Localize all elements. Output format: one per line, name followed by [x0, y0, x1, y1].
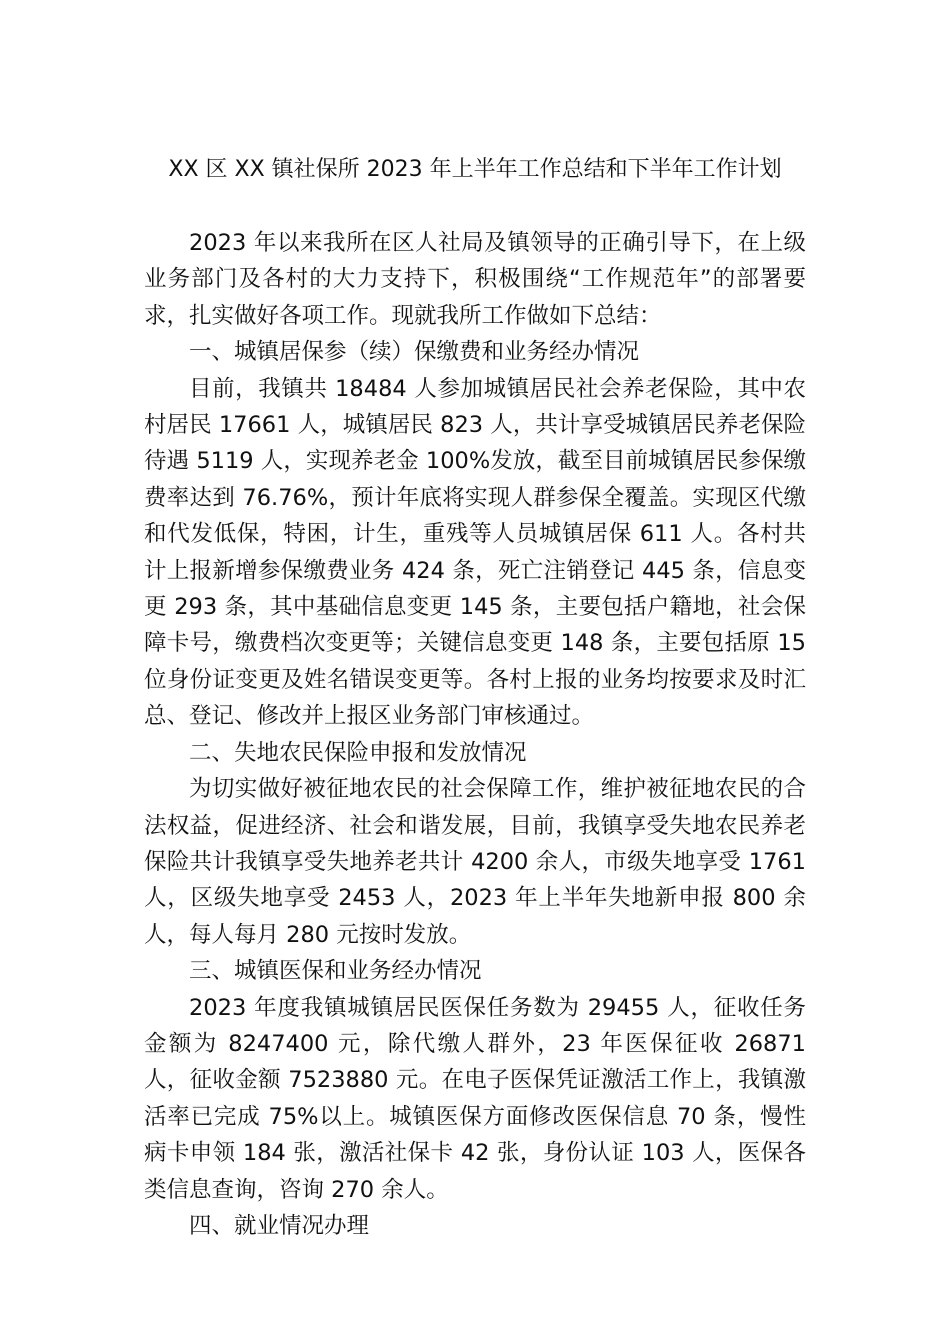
section-3-heading: 三、城镇医保和业务经办情况	[189, 958, 482, 985]
section-1-heading: 一、城镇居保参（续）保缴费和业务经办情况	[189, 339, 640, 366]
section-2-paragraph: 为切实做好被征地农民的社会保障工作，维护被征地农民的合法权益，促进经济、社会和谐发展，目前，我镇享受失地农民养老保险共计我镇享受失地养老共计 4200 余人，市级失地享受 1761 人，区级失地享受 2453 人，2023 年上半年失地新申报 800 余人，每人每月 280 元按时发放。	[144, 776, 806, 948]
section-4-heading: 四、就业情况办理	[189, 1212, 370, 1239]
section-1-paragraph: 目前，我镇共 18484 人参加城镇居民社会养老保险，其中农村居民 17661 人，城镇居民 823 人，共计享受城镇居民养老保险待遇 5119 人，实现养老金 100%发放，截至目前城镇居民参保缴费率达到 76.76%，预计年底将实现人群参保全覆盖。实现区代缴和代发低保，特困，计生，重残等人员城镇居保 611 人。各村共计上报新增参保缴费业务 424 条，死亡注销登记 445 条，信息变更 293 条，其中基础信息变更 145 条，主要包括户籍地，社会保障卡号，缴费档次变更等；关键信息变更 148 条，主要包括原 15 位身份证变更及姓名错误变更等。各村上报的业务均按要求及时汇总、登记、修改并上报区业务部门审核通过。	[144, 375, 806, 730]
document-title: XX 区 XX 镇社保所 2023 年上半年工作总结和下半年工作计划	[168, 157, 782, 182]
section-3-paragraph: 2023 年度我镇城镇居民医保任务数为 29455 人，征收任务金额为 8247400 元，除代缴人群外，23 年医保征收 26871 人，征收金额 7523880 元。在电子医保凭证激活工作上，我镇激活率已完成 75%以上。城镇医保方面修改医保信息 70 条，慢性病卡申领 184 张，激活社保卡 42 张，身份认证 103 人，医保各类信息查询，咨询 270 余人。	[144, 994, 806, 1203]
document-body	[144, 225, 806, 1244]
section-2-heading: 二、失地农民保险申报和发放情况	[189, 739, 527, 766]
intro-paragraph: 2023 年以来我所在区人社局及镇领导的正确引导下，在上级业务部门及各村的大力支持下，积极围绕“工作规范年”的部署要求，扎实做好各项工作。现就我所工作做如下总结：	[144, 230, 806, 329]
